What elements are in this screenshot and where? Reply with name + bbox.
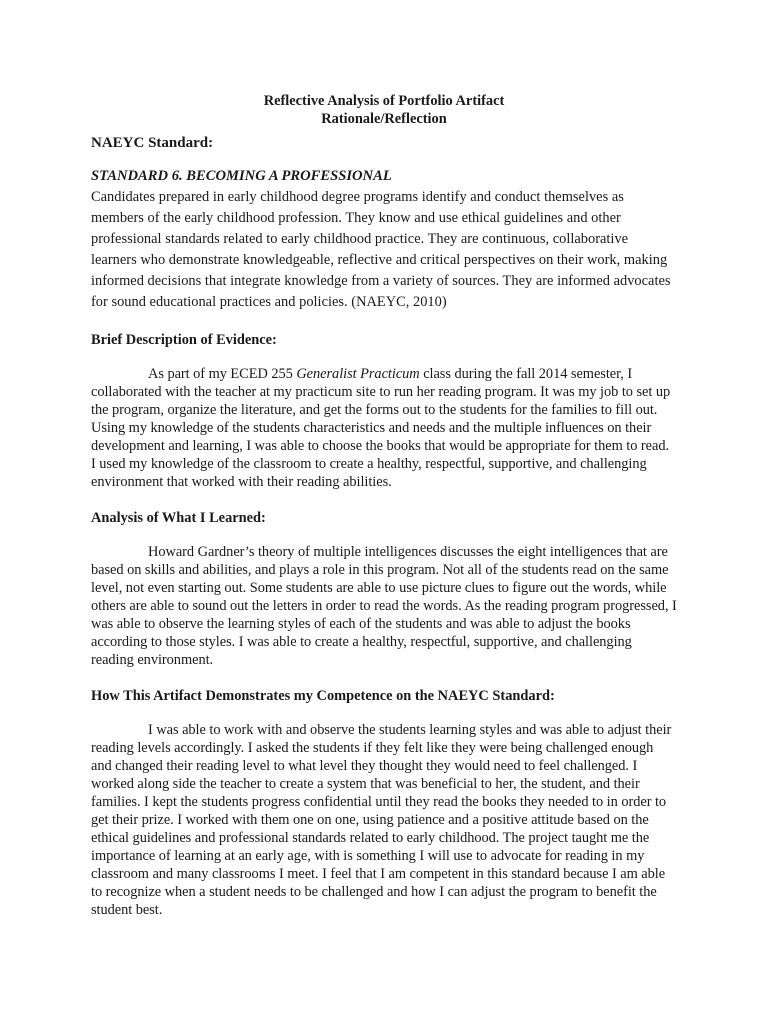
competence-heading: How This Artifact Demonstrates my Competence on the NAEYC Standard: <box>91 688 555 704</box>
document-page <box>91 92 677 919</box>
document-subtitle: Rationale/Reflection <box>321 111 447 127</box>
evidence-text-start: As part of my ECED 255 <box>148 366 297 382</box>
competence-paragraph: I was able to work with and observe the students learning styles and was able to adjust their reading levels accordingly. I asked the students if they felt like they were being challenged enough and changed their reading level to what level they thought they would need to feel challenged. I worked along side the teacher to create a system that was beneficial to her, the student, and their families. I kept the students progress confidential until they read the books they needed to in order to get their prize. I worked with them one on one, using patience and a positive attitude based on the ethical guidelines and professional standards related to early childhood. The project taught me the importance of learning at an early age, with is something I will use to advocate for reading in my classroom and many classrooms I meet. I feel that I am competent in this standard because I am able to recognize when a student needs to be challenged and how I can adjust the program to benefit the student best. <box>91 722 672 918</box>
course-name: Generalist Practicum <box>296 366 420 382</box>
standard-name: STANDARD 6. BECOMING A PROFESSIONAL <box>91 168 392 184</box>
naeyc-standard-heading: NAEYC Standard: <box>91 135 214 151</box>
analysis-heading: Analysis of What I Learned: <box>91 510 266 526</box>
standard-description: Candidates prepared in early childhood degree programs identify and conduct themselves as members of the early childhood profession. They know and use ethical guidelines and other professional standards related to early childhood practice. They are continuous, collaborative learners who demonstrate knowledgeable, reflective and critical perspectives on their work, making informed decisions that integrate knowledge from a variety of sources. They are informed advocates for sound educational practices and policies. (NAEYC, 2010) <box>91 189 671 310</box>
evidence-text-rest: class during the fall 2014 semester, I collaborated with the teacher at my practicum site to run her reading program. It was my job to set up the program, organize the literature, and get the forms out to the students for the families to fill out. Using my knowledge of the students characteristics and needs and the multiple influences on their development and learning, I was able to choose the books that would be appropriate for them to read. I used my knowledge of the classroom to create a healthy, respectful, supportive, and challenging environment that worked with their reading abilities. <box>91 366 671 490</box>
evidence-paragraph <box>91 365 677 491</box>
analysis-paragraph: Howard Gardner’s theory of multiple intelligences discusses the eight intelligences that are based on skills and abilities, and plays a role in this program. Not all of the students read on the same level, not even starting out. Some students are able to use picture clues to figure out the words, while others are able to sound out the letters in order to read the words. As the reading program progressed, I was able to observe the learning styles of each of the students and was able to adjust the books according to those styles. I was able to create a healthy, respectful, supportive, and challenging reading environment. <box>91 544 677 668</box>
document-title: Reflective Analysis of Portfolio Artifact <box>263 93 505 109</box>
evidence-heading: Brief Description of Evidence: <box>91 332 277 348</box>
